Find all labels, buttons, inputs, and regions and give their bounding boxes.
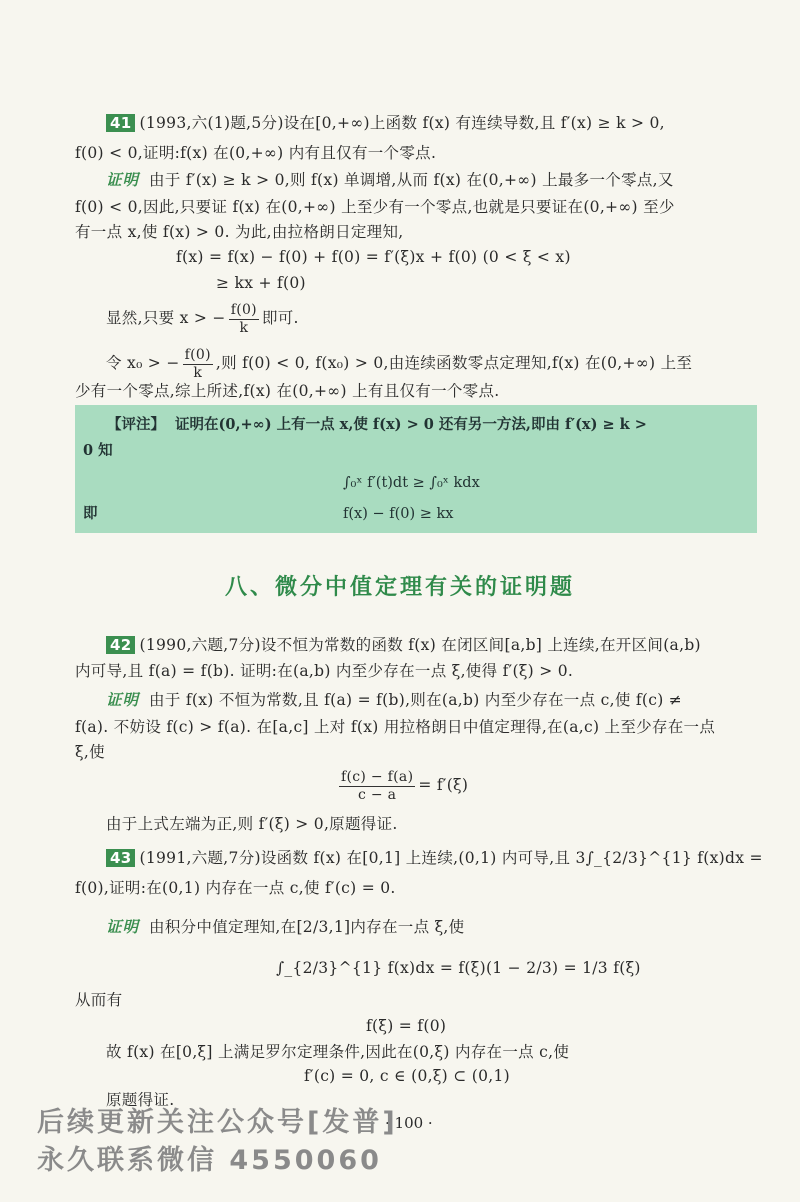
problem-42-proof-line1: 证明 由于 f(x) 不恒为常数,且 f(a) = f(b),则在(a,b) 内至少存在一点 c,使 f(c) ≠ bbox=[106, 690, 683, 709]
problem-43-equation-3: f′(c) = 0, c ∈ (0,ξ) ⊂ (0,1) bbox=[304, 1067, 511, 1085]
section-title: 八、微分中值定理有关的证明题 bbox=[224, 575, 575, 600]
fraction: $\frac{f(0)}{k}$ bbox=[184, 346, 211, 381]
watermark-line2: 永久联系微信 4550060 bbox=[37, 1145, 382, 1176]
problem-42-number: 42 bbox=[106, 636, 135, 654]
commentary-box bbox=[75, 405, 757, 533]
problem-43-statement-line2: f(0),证明:在(0,1) 内存在一点 c,使 f′(c) = 0. bbox=[75, 879, 396, 897]
problem-41-number: 41 bbox=[106, 114, 135, 132]
problem-42-conclusion: 由于上式左端为正,则 f′(ξ) > 0,原题得证. bbox=[106, 815, 398, 833]
problem-43-equation-2: f(ξ) = f(0) bbox=[366, 1017, 447, 1035]
commentary-equation-2: f(x) − f(0) ≥ kx bbox=[343, 506, 454, 522]
page-number: · 100 · bbox=[385, 1114, 433, 1132]
commentary-equation-1: ∫₀ˣ f′(t)dt ≥ ∫₀ˣ kdx bbox=[343, 475, 480, 491]
problem-41-let-line: 令 x₀ > − $\frac{f(0)}{k}$ ,则 f(0) < 0, f(x₀) > 0,由连续函数零点定理知,f(x) 在(0,+∞) 上至 bbox=[106, 346, 693, 381]
problem-41-proof-line1: 证明 由于 f′(x) ≥ k > 0,则 f(x) 单调增,从而 f(x) 在(0,+∞) 上最多一个零点,又 bbox=[106, 170, 674, 189]
problem-41-proof-line3: 有一点 x,使 f(x) > 0. 为此,由拉格朗日定理知, bbox=[75, 223, 404, 241]
proof-label: 证明 bbox=[106, 690, 140, 709]
problem-41-statement-line1: 41 (1993,六(1)题,5分)设在[0,+∞)上函数 f(x) 有连续导数,且 f′(x) ≥ k > 0, bbox=[106, 113, 665, 133]
fraction: $\frac{f(c) - f(a)}{c - a}$ bbox=[341, 768, 414, 803]
watermark-line1: 后续更新关注公众号[发普] bbox=[37, 1107, 398, 1138]
problem-43-proof-line1: 证明 由积分中值定理知,在[2/3,1]内存在一点 ξ,使 bbox=[106, 917, 465, 936]
problem-43-statement-line1: 43 (1991,六题,7分)设函数 f(x) 在[0,1] 上连续,(0,1) 内可导,且 3∫_{2/3}^{1} f(x)dx = bbox=[106, 848, 763, 868]
problem-42-statement-line1: 42 (1990,六题,7分)设不恒为常数的函数 f(x) 在闭区间[a,b] 上连续,在开区间(a,b) bbox=[106, 635, 701, 655]
commentary-line1: 【评注】 证明在(0,+∞) 上有一点 x,使 f(x) > 0 还有另一方法,即由 f′(x) ≥ k > bbox=[107, 416, 647, 433]
problem-43-equation-1: ∫_{2/3}^{1} f(x)dx = f(ξ)(1 − 2/3) = 1/3 f(ξ) bbox=[276, 959, 641, 977]
problem-41-obvious-line: 显然,只要 x > − $\frac{f(0)}{k}$ 即可. bbox=[106, 301, 299, 336]
problem-42-statement-line2: 内可导,且 f(a) = f(b). 证明:在(a,b) 内至少存在一点 ξ,使得 f′(ξ) > 0. bbox=[75, 662, 574, 680]
proof-label: 证明 bbox=[106, 170, 140, 189]
commentary-ji: 即 bbox=[83, 505, 98, 522]
problem-43-rolle-line: 故 f(x) 在[0,ξ] 上满足罗尔定理条件,因此在(0,ξ) 内存在一点 c,使 bbox=[106, 1043, 570, 1061]
problem-43-thus: 从而有 bbox=[75, 991, 123, 1009]
problem-43-number: 43 bbox=[106, 849, 135, 867]
problem-43-end: 原题得证. bbox=[106, 1091, 175, 1109]
commentary-line2: 0 知 bbox=[83, 442, 113, 459]
fraction: $\frac{f(0)}{k}$ bbox=[230, 301, 257, 336]
problem-41-conclusion: 少有一个零点,综上所述,f(x) 在(0,+∞) 上有且仅有一个零点. bbox=[75, 382, 500, 400]
problem-41-equation-2: ≥ kx + f(0) bbox=[216, 274, 306, 292]
problem-42-proof-line3: ξ,使 bbox=[75, 743, 105, 761]
problem-41-equation-1: f(x) = f(x) − f(0) + f(0) = f′(ξ)x + f(0) (0 < ξ < x) bbox=[176, 248, 571, 266]
proof-label: 证明 bbox=[106, 917, 140, 936]
problem-41-proof-line2: f(0) < 0,因此,只要证 f(x) 在(0,+∞) 上至少有一个零点,也就是只要证在(0,+∞) 至少 bbox=[75, 198, 675, 216]
problem-41-statement-line2: f(0) < 0,证明:f(x) 在(0,+∞) 内有且仅有一个零点. bbox=[75, 144, 437, 162]
problem-42-proof-line2: f(a). 不妨设 f(c) > f(a). 在[a,c] 上对 f(x) 用拉格朗日中值定理得,在(a,c) 上至少存在一点 bbox=[75, 718, 716, 736]
problem-42-equation: $\frac{f(c) - f(a)}{c - a}$ = f′(ξ) bbox=[341, 768, 469, 803]
commentary-label: 【评注】 bbox=[107, 416, 165, 433]
